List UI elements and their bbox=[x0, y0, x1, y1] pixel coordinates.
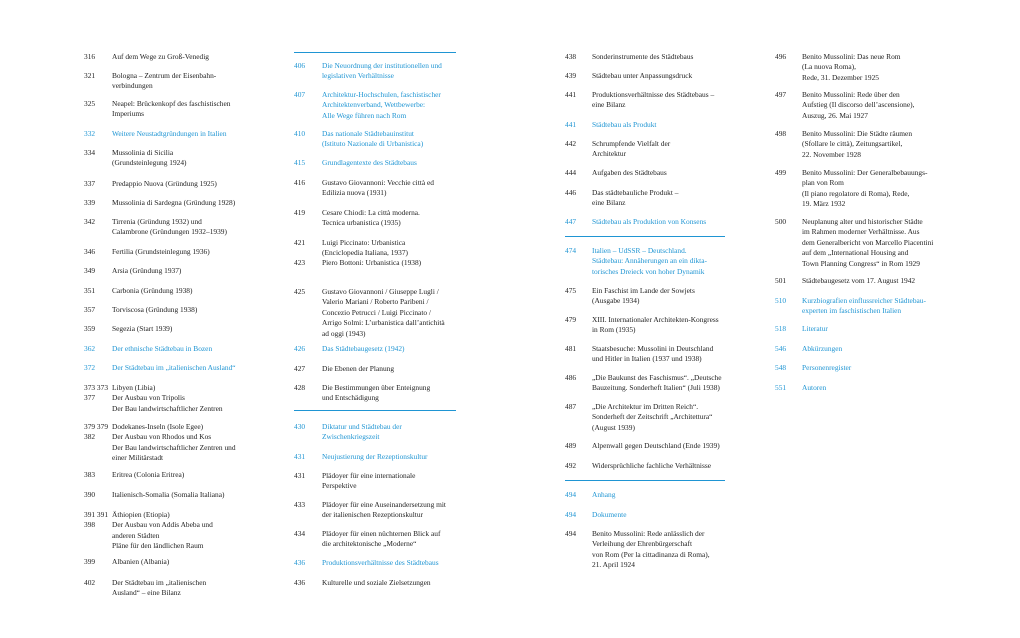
page-number: 406 bbox=[294, 61, 306, 70]
page-number: 351 bbox=[84, 286, 96, 295]
page-number: 501 bbox=[775, 276, 787, 285]
toc-entry bbox=[294, 471, 460, 492]
toc-section-heading bbox=[294, 158, 460, 168]
entry-title: Luigi Piccinato: Urbanistica (Enciclopedia Italiana, 1937) bbox=[322, 238, 408, 258]
toc-entry bbox=[84, 217, 264, 238]
toc-section-heading bbox=[775, 363, 945, 373]
page-number: 383 bbox=[84, 470, 96, 479]
page-number: 481 bbox=[565, 344, 577, 353]
toc-section-heading bbox=[294, 61, 460, 82]
entry-title: Auf dem Wege zu Groß-Venedig bbox=[112, 52, 209, 61]
page-number: 431 bbox=[294, 471, 306, 480]
toc-section-heading bbox=[775, 344, 945, 354]
page-number: 496 bbox=[775, 52, 787, 61]
toc-section-heading bbox=[84, 363, 264, 373]
entry-title: Abkürzungen bbox=[802, 344, 843, 353]
page-number: 402 bbox=[84, 578, 96, 587]
toc-entry bbox=[84, 510, 264, 552]
page-number: 357 bbox=[84, 305, 96, 314]
toc-entry bbox=[84, 422, 264, 464]
entry-title: Plädoyer für einen nüchternen Blick auf die architektonische „Moderne“ bbox=[322, 529, 441, 549]
page-number: 346 bbox=[84, 247, 96, 256]
entry-title: Benito Mussolini: Der Generalbebauungs- plan von Rom (Il piano regolatore di Roma), Rede, 19. März 1932 bbox=[802, 168, 928, 209]
page-number: 373 373 377 bbox=[84, 383, 109, 403]
entry-title: Städtebaugesetz vom 17. August 1942 bbox=[802, 276, 916, 285]
section-divider bbox=[294, 52, 456, 53]
entry-title: Der Städtebau im „italienischen Ausland“ – eine Bilanz bbox=[112, 578, 207, 598]
page-number: 433 bbox=[294, 500, 306, 509]
page-number: 416 bbox=[294, 178, 306, 187]
entry-title: Albanien (Albania) bbox=[112, 557, 170, 566]
entry-title: Diktatur und Städtebau der Zwischenkriegszeit bbox=[322, 422, 402, 442]
entry-title: Predappio Nuova (Gründung 1925) bbox=[112, 179, 217, 188]
page-number: 441 bbox=[565, 90, 577, 99]
entry-title: Segezia (Start 1939) bbox=[112, 324, 173, 333]
toc-section-heading bbox=[565, 510, 735, 520]
page-number: 407 bbox=[294, 90, 306, 99]
toc-entry bbox=[84, 305, 264, 315]
toc-entry bbox=[84, 383, 264, 414]
toc-entry bbox=[294, 287, 460, 339]
toc-entry bbox=[775, 52, 945, 83]
toc-section-heading bbox=[775, 324, 945, 334]
toc-entry bbox=[565, 139, 735, 160]
entry-title: Piero Bottoni: Urbanistica (1938) bbox=[322, 258, 422, 267]
toc-section-heading bbox=[84, 129, 264, 139]
toc-section-heading bbox=[565, 246, 735, 277]
entry-title: Alpenwall gegen Deutschland (Ende 1939) bbox=[592, 441, 720, 450]
toc-entry bbox=[84, 490, 264, 500]
page-number: 442 bbox=[565, 139, 577, 148]
page-number: 487 bbox=[565, 402, 577, 411]
entry-title: Das nationale Städtebauinstitut (Istituto Nazionale di Urbanistica) bbox=[322, 129, 424, 149]
toc-entry bbox=[84, 557, 264, 567]
page-number: 489 bbox=[565, 441, 577, 450]
page-number: 546 bbox=[775, 344, 787, 353]
toc-entry bbox=[565, 315, 735, 336]
page-number: 548 bbox=[775, 363, 787, 372]
entry-title: Neapel: Brückenkopf des faschistischen Imperiums bbox=[112, 99, 231, 119]
toc-entry bbox=[84, 198, 264, 208]
entry-title: Mussolinia di Sicilia (Grundsteinlegung 1924) bbox=[112, 148, 187, 168]
entry-title: Benito Mussolini: Das neue Rom (La nuova Roma), Rede, 31. Dezember 1925 bbox=[802, 52, 901, 82]
entry-title: Der ethnische Städtebau in Bozen bbox=[112, 344, 213, 353]
entry-title: Literatur bbox=[802, 324, 828, 333]
entry-title: Städtebau als Produkt bbox=[592, 120, 657, 129]
entry-title: Produktionsverhältnisse des Städtebaus – eine Bilanz bbox=[592, 90, 715, 110]
page-number: 321 bbox=[84, 71, 96, 80]
entry-title: Personenregister bbox=[802, 363, 852, 372]
toc-section-heading bbox=[294, 90, 460, 121]
toc-section-heading bbox=[775, 296, 945, 317]
entry-title: Gustavo Giovannoni / Giuseppe Lugli / Valerio Mariani / Roberto Paribeni / Concezio Petrucci / Luigi Piccinato / Arrigo Solmi: L’urbanistica dall’antichità ad oggi (1943) bbox=[322, 287, 445, 338]
toc-entry bbox=[294, 178, 460, 199]
page-number: 334 bbox=[84, 148, 96, 157]
entry-title: Aufgaben des Städtebaus bbox=[592, 168, 667, 177]
page-number: 390 bbox=[84, 490, 96, 499]
page-number: 475 bbox=[565, 286, 577, 295]
page-number: 510 bbox=[775, 296, 787, 305]
section-divider bbox=[565, 236, 725, 237]
entry-title: Plädoyer für eine Auseinandersetzung mit der italienischen Rezeptionskultur bbox=[322, 500, 446, 520]
page-number: 497 bbox=[775, 90, 787, 99]
page-number: 421 bbox=[294, 238, 306, 247]
toc-entry bbox=[565, 168, 735, 178]
entry-title: Das städtebauliche Produkt – eine Bilanz bbox=[592, 188, 679, 208]
page-number: 438 bbox=[565, 52, 577, 61]
toc-section-heading bbox=[565, 490, 735, 500]
toc-entry bbox=[565, 344, 735, 365]
entry-title: Autoren bbox=[802, 383, 827, 392]
toc-entry bbox=[565, 90, 735, 111]
page-number: 447 bbox=[565, 217, 577, 226]
entry-title: Ein Faschist im Lande der Sowjets (Ausgabe 1934) bbox=[592, 286, 695, 306]
entry-title: Fertilia (Grundsteinlegung 1936) bbox=[112, 247, 210, 256]
page-number: 434 bbox=[294, 529, 306, 538]
page-number: 332 bbox=[84, 129, 96, 138]
toc-entry bbox=[565, 188, 735, 209]
toc-entry bbox=[84, 99, 264, 120]
entry-title: Die Ebenen der Planung bbox=[322, 364, 395, 373]
page-number: 410 bbox=[294, 129, 306, 138]
toc-entry bbox=[84, 286, 264, 296]
entry-title: Äthiopien (Etiopia) Der Ausbau von Addis Abeba und anderen Städten Pläne für den ländlichen Raum bbox=[112, 510, 213, 551]
page-number: 494 bbox=[565, 510, 577, 519]
entry-title: Anhang bbox=[592, 490, 616, 499]
toc-entry bbox=[775, 129, 945, 160]
page-number: 436 bbox=[294, 558, 306, 567]
page-number: 486 bbox=[565, 373, 577, 382]
toc-entry bbox=[84, 266, 264, 276]
page-number: 431 bbox=[294, 452, 306, 461]
entry-title: Carbonia (Gründung 1938) bbox=[112, 286, 193, 295]
entry-title: Torviscosa (Gründung 1938) bbox=[112, 305, 198, 314]
page-number: 428 bbox=[294, 383, 306, 392]
toc-section-heading bbox=[294, 129, 460, 150]
toc-section-heading bbox=[294, 452, 460, 462]
entry-title: Tirrenia (Gründung 1932) und Calambrone (Gründungen 1932–1939) bbox=[112, 217, 227, 237]
page-number: 479 bbox=[565, 315, 577, 324]
page-number: 339 bbox=[84, 198, 96, 207]
entry-title: Staatsbesuche: Mussolini in Deutschland und Hitler in Italien (1937 und 1938) bbox=[592, 344, 714, 364]
toc-entry bbox=[565, 52, 735, 62]
page-number: 494 bbox=[565, 490, 577, 499]
page-number: 444 bbox=[565, 168, 577, 177]
toc-entry bbox=[775, 168, 945, 210]
entry-title: Dodekanes-Inseln (Isole Egee) Der Ausbau von Rhodos und Kos Der Bau landwirtschaftlicher Zentren und einer Militärstadt bbox=[112, 422, 236, 463]
section-divider bbox=[565, 480, 725, 481]
page-number: 316 bbox=[84, 52, 96, 61]
toc-entry bbox=[294, 529, 460, 550]
page-number: 500 bbox=[775, 217, 787, 226]
toc-section-heading bbox=[565, 217, 735, 227]
page-number: 518 bbox=[775, 324, 787, 333]
toc-section-heading bbox=[294, 344, 460, 354]
entry-title: Die Bestimmungen über Enteignung und Entschädigung bbox=[322, 383, 431, 403]
page-number: 415 bbox=[294, 158, 306, 167]
page-number: 427 bbox=[294, 364, 306, 373]
page-number: 439 bbox=[565, 71, 577, 80]
toc-entry bbox=[294, 208, 460, 229]
entry-title: Städtebau unter Anpassungsdruck bbox=[592, 71, 693, 80]
page-number: 474 bbox=[565, 246, 577, 255]
entry-title: „Die Baukunst des Faschismus“. „Deutsche Bauzeitung. Sonderheft Italien“ (Juli 1938) bbox=[592, 373, 722, 393]
page-number: 362 bbox=[84, 344, 96, 353]
entry-title: Die Neuordnung der institutionellen und legislativen Verhältnisse bbox=[322, 61, 442, 81]
page-number: 342 bbox=[84, 217, 96, 226]
toc-entry bbox=[84, 179, 264, 189]
toc-entry bbox=[84, 470, 264, 480]
entry-title: Weitere Neustadtgründungen in Italien bbox=[112, 129, 227, 138]
entry-title: Arsia (Gründung 1937) bbox=[112, 266, 182, 275]
toc-entry bbox=[84, 148, 264, 169]
toc-entry bbox=[565, 441, 735, 451]
toc-entry bbox=[565, 402, 735, 433]
toc-entry bbox=[565, 286, 735, 307]
toc-entry bbox=[294, 258, 460, 268]
toc-entry bbox=[775, 217, 945, 269]
entry-title: Grundlagentexte des Städtebaus bbox=[322, 158, 417, 167]
entry-title: Italien – UdSSR – Deutschland. Städtebau: Annäherungen an ein dikta- torisches Dreieck von hoher Dynamik bbox=[592, 246, 707, 276]
page-number: 423 bbox=[294, 258, 306, 267]
entry-title: Benito Mussolini: Die Städte räumen (Sfollare le città), Zeitungsartikel, 22. November 1928 bbox=[802, 129, 913, 159]
toc-entry bbox=[84, 247, 264, 257]
toc-entry bbox=[84, 52, 264, 62]
toc-section-heading bbox=[84, 344, 264, 354]
page-number: 441 bbox=[565, 120, 577, 129]
entry-title: Kulturelle und soziale Zielsetzungen bbox=[322, 578, 431, 587]
page-number: 372 bbox=[84, 363, 96, 372]
entry-title: Benito Mussolini: Rede über den Aufstieg (Il discorso dell’ascensione), Auszug, 26. Mai 1927 bbox=[802, 90, 915, 120]
entry-title: Bologna – Zentrum der Eisenbahn- verbindungen bbox=[112, 71, 217, 91]
entry-title: Widersprüchliche fachliche Verhältnisse bbox=[592, 461, 711, 470]
page-number: 359 bbox=[84, 324, 96, 333]
toc-entry bbox=[294, 578, 460, 588]
toc-entry bbox=[294, 500, 460, 521]
toc-entry bbox=[294, 238, 460, 259]
entry-title: Italienisch-Somalia (Somalia Italiana) bbox=[112, 490, 225, 499]
entry-title: Schrumpfende Vielfalt der Architektur bbox=[592, 139, 671, 159]
toc-section-heading bbox=[294, 558, 460, 568]
toc-entry bbox=[294, 383, 460, 404]
toc-entry bbox=[565, 529, 735, 571]
page-number: 399 bbox=[84, 557, 96, 566]
toc-entry bbox=[775, 90, 945, 121]
toc-entry bbox=[294, 364, 460, 374]
entry-title: Das Städtebaugesetz (1942) bbox=[322, 344, 405, 353]
toc-entry bbox=[775, 276, 945, 286]
page-number: 551 bbox=[775, 383, 787, 392]
entry-title: Der Städtebau im „italienischen Ausland“ bbox=[112, 363, 236, 372]
entry-title: Kurzbiografien einflussreicher Städtebau- experten im faschistischen Italien bbox=[802, 296, 926, 316]
entry-title: Städtebau als Produktion von Konsens bbox=[592, 217, 707, 226]
page-number: 426 bbox=[294, 344, 306, 353]
toc-entry bbox=[84, 578, 264, 599]
entry-title: Plädoyer für eine internationale Perspektive bbox=[322, 471, 416, 491]
entry-title: XIII. Internationaler Architekten-Kongress in Rom (1935) bbox=[592, 315, 719, 335]
toc-section-heading bbox=[775, 383, 945, 393]
page-number: 446 bbox=[565, 188, 577, 197]
toc-entry bbox=[565, 373, 735, 394]
page-number: 492 bbox=[565, 461, 577, 470]
entry-title: Eritrea (Colonia Eritrea) bbox=[112, 470, 185, 479]
toc-entry bbox=[84, 71, 264, 92]
toc-entry bbox=[84, 324, 264, 334]
section-divider bbox=[294, 410, 456, 411]
page-number: 419 bbox=[294, 208, 306, 217]
entry-title: Cesare Chiodi: La città moderna. Tecnica urbanistica (1935) bbox=[322, 208, 420, 228]
entry-title: Dokumente bbox=[592, 510, 627, 519]
toc-section-heading bbox=[565, 120, 735, 130]
entry-title: Libyen (Libia) Der Ausbau von Tripolis Der Bau landwirtschaftlicher Zentren bbox=[112, 383, 223, 413]
entry-title: Benito Mussolini: Rede anlässlich der Verleihung der Ehrenbürgerschaft von Rom (Per la cittadinanza di Roma), 21. April 1924 bbox=[592, 529, 710, 570]
toc-section-heading bbox=[294, 422, 460, 443]
page-number: 436 bbox=[294, 578, 306, 587]
toc-entry bbox=[565, 461, 735, 471]
entry-title: Neuplanung alter und historischer Städte im Rahmen moderner Verhältnisse. Aus dem Generalbericht von Marcello Piacentini auf dem „International Housing and Town Planning Congress“ in Rom 1929 bbox=[802, 217, 934, 268]
page-number: 325 bbox=[84, 99, 96, 108]
entry-title: Produktionsverhältnisse des Städtebaus bbox=[322, 558, 439, 567]
entry-title: Neujustierung der Rezeptionskultur bbox=[322, 452, 428, 461]
page-number: 379 379 382 bbox=[84, 422, 109, 442]
page-number: 494 bbox=[565, 529, 577, 538]
page-number: 391 391 398 bbox=[84, 510, 109, 530]
page-number: 430 bbox=[294, 422, 306, 431]
page-number: 499 bbox=[775, 168, 787, 177]
page-number: 498 bbox=[775, 129, 787, 138]
entry-title: „Die Architektur im Dritten Reich“. Sonderheft der Zeitschrift „Architettura“ (August 1939) bbox=[592, 402, 713, 432]
entry-title: Architektur-Hochschulen, faschistischer Architektenverband, Wettbewerbe: Alle Wege führen nach Rom bbox=[322, 90, 441, 120]
toc-entry bbox=[565, 71, 735, 81]
entry-title: Gustavo Giovannoni: Vecchie città ed Edilizia nuova (1931) bbox=[322, 178, 434, 198]
entry-title: Mussolinia di Sardegna (Gründung 1928) bbox=[112, 198, 236, 207]
entry-title: Sonderinstrumente des Städtebaus bbox=[592, 52, 694, 61]
page-number: 425 bbox=[294, 287, 306, 296]
page-number: 337 bbox=[84, 179, 96, 188]
page-number: 349 bbox=[84, 266, 96, 275]
